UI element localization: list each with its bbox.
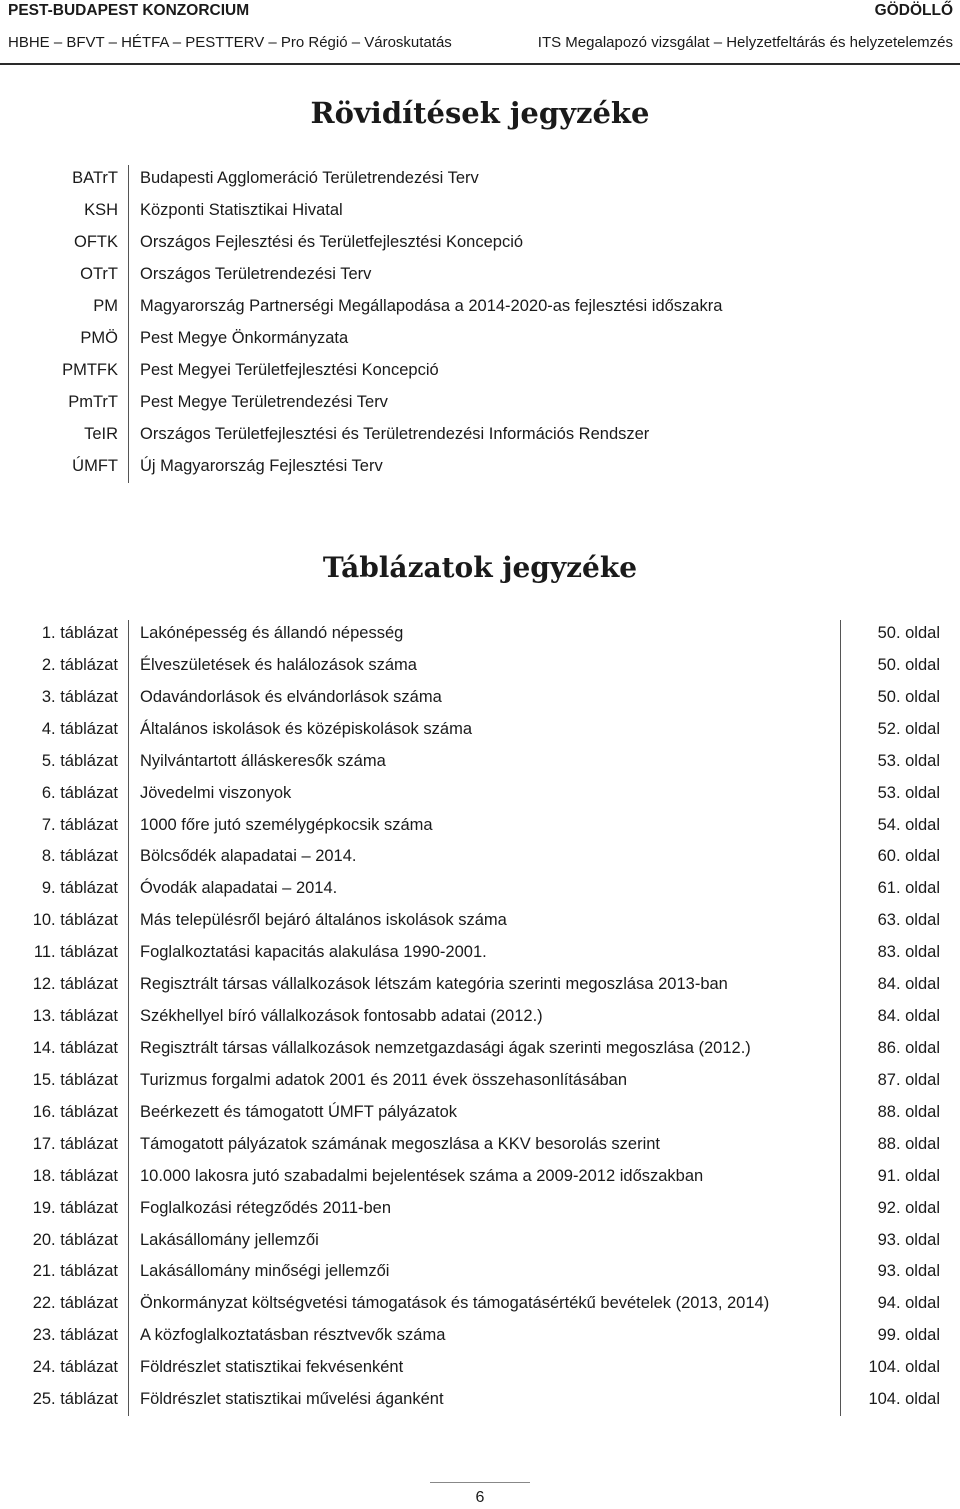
table-entry[interactable] [0,777,960,809]
table-number: 22. táblázat [32,1294,118,1313]
table-page: 93. oldal [877,1262,940,1281]
table-entry[interactable] [0,745,960,777]
abbreviations-list [0,162,960,482]
table-title: 1000 főre jutó személygépkocsik száma [140,815,433,834]
table-page: 104. oldal [868,1390,940,1409]
table-page: 63. oldal [877,911,940,930]
table-entry[interactable] [0,1383,960,1415]
table-number: 10. táblázat [32,911,118,930]
page-header [0,0,960,66]
table-entry[interactable] [0,681,960,713]
table-page: 88. oldal [877,1134,940,1153]
table-title: Általános iskolások és középiskolások száma [140,719,472,738]
table-title: Bölcsődék alapadatai – 2014. [140,847,357,866]
table-entry[interactable] [0,1224,960,1256]
abbreviation-key: PmTrT [68,393,118,411]
abbreviation-value: Országos Területfejlesztési és Területrendezési Információs Rendszer [140,425,650,443]
abbreviation-row [0,322,960,354]
table-page: 50. oldal [877,624,940,642]
header-subject: ITS Megalapozó vizsgálat – Helyzetfeltárás és helyzetelemzés [537,34,953,51]
table-page: 83. oldal [877,943,940,962]
table-title: Nyilvántartott álláskeresők száma [140,751,386,770]
abbreviation-value: Központi Statisztikai Hivatal [140,201,343,219]
table-number: 13. táblázat [32,1007,118,1026]
abbreviation-row [0,386,960,418]
abbreviation-value: Országos Fejlesztési és Területfejlesztési Koncepció [140,233,524,251]
table-entry[interactable] [0,904,960,936]
table-title: Foglalkozási rétegződés 2011-ben [140,1198,392,1217]
abbreviation-row [0,194,960,226]
table-title: Lakónépesség és állandó népesség [140,624,404,642]
table-page: 88. oldal [877,1102,940,1121]
abbreviation-value: Pest Megye Területrendezési Terv [140,393,388,411]
abbreviation-value: Országos Területrendezési Terv [140,265,372,283]
table-number: 11. táblázat [33,943,118,962]
tables-title: Táblázatok jegyzéke [322,551,638,584]
table-number: 5. táblázat [41,751,118,770]
page-number: 6 [475,1489,485,1506]
table-number: 15. táblázat [32,1070,118,1089]
table-page: 92. oldal [877,1198,940,1217]
table-title: Földrészlet statisztikai fekvésenként [140,1358,404,1377]
table-title: Székhellyel bíró vállalkozások fontosabb adatai (2012.) [140,1007,543,1026]
table-title: Regisztrált társas vállalkozások nemzetgazdasági ágak szerinti megoszlása (2012.) [140,1038,751,1057]
table-page: 84. oldal [877,975,940,994]
table-number: 4. táblázat [41,719,118,738]
abbreviation-key: OFTK [74,233,118,251]
abbreviation-key: PMTFK [62,361,118,379]
table-page: 52. oldal [877,719,940,738]
table-entry[interactable] [0,1287,960,1319]
table-number: 20. táblázat [32,1230,118,1249]
abbreviation-value: Magyarország Partnerségi Megállapodása a 2014-2020-as fejlesztési időszakra [140,297,723,315]
table-title: A közfoglalkoztatásban résztvevők száma [140,1326,446,1345]
table-number: 19. táblázat [32,1198,118,1217]
table-title: Odavándorlások és elvándorlások száma [140,687,442,706]
table-entry[interactable] [0,1255,960,1287]
table-entry[interactable] [0,968,960,1000]
abbreviation-row [0,226,960,258]
tables-list [0,617,960,1415]
table-title: Lakásállomány jellemzői [140,1230,319,1249]
table-title: Óvodák alapadatai – 2014. [140,879,338,898]
table-number: 6. táblázat [41,783,118,802]
table-number: 9. táblázat [41,879,118,898]
abbreviation-key: OTrT [80,265,118,283]
table-page: 84. oldal [877,1007,940,1026]
abbreviation-value: Új Magyarország Fejlesztési Terv [140,457,383,475]
table-page: 50. oldal [877,655,940,674]
table-entry[interactable] [0,713,960,745]
table-entry[interactable] [0,1319,960,1351]
abbreviation-key: TeIR [84,425,118,443]
abbreviation-value: Pest Megyei Területfejlesztési Koncepció [140,361,439,379]
table-page: 86. oldal [877,1038,940,1057]
table-number: 12. táblázat [32,975,118,994]
table-page: 54. oldal [877,815,940,834]
table-title: Támogatott pályázatok számának megoszlása a KKV besorolás szerint [140,1134,661,1153]
abbreviation-value: Budapesti Agglomeráció Területrendezési Terv [140,169,479,187]
table-page: 93. oldal [877,1230,940,1249]
table-page: 91. oldal [877,1166,940,1185]
table-entry[interactable] [0,1192,960,1224]
table-number: 1. táblázat [41,624,118,642]
abbreviation-key: PMÖ [80,329,118,347]
table-title: Lakásállomány minőségi jellemzői [140,1262,390,1281]
table-title: Turizmus forgalmi adatok 2001 és 2011 évek összehasonlításában [140,1070,628,1089]
table-page: 104. oldal [868,1358,940,1377]
table-number: 8. táblázat [41,847,118,866]
table-entry[interactable] [0,872,960,904]
table-entry[interactable] [0,1064,960,1096]
header-divider [0,63,960,65]
table-page: 99. oldal [877,1326,940,1345]
table-number: 23. táblázat [32,1326,118,1345]
abbreviation-row [0,290,960,322]
table-number: 21. táblázat [32,1262,118,1281]
table-entry[interactable] [0,840,960,872]
header-city: GÖDÖLLŐ [874,2,953,19]
abbreviation-key: ÚMFT [72,457,118,475]
abbreviation-value: Pest Megye Önkormányzata [140,329,349,347]
abbreviation-row [0,450,960,482]
abbreviations-title: Rövidítések jegyzéke [310,96,650,130]
table-entry[interactable] [0,1000,960,1032]
table-title: Regisztrált társas vállalkozások létszám kategória szerinti megoszlása 2013-ban [140,975,728,994]
table-title: Jövedelmi viszonyok [140,783,292,802]
table-title: Földrészlet statisztikai művelési áganként [140,1390,444,1409]
table-title: Önkormányzat költségvetési támogatások és támogatásértékű bevételek (2013, 2014) [140,1294,770,1313]
table-page: 53. oldal [877,783,940,802]
table-number: 2. táblázat [41,655,118,674]
abbreviation-key: BATrT [72,169,118,187]
table-title: 10.000 lakosra jutó szabadalmi bejelentések száma a 2009-2012 időszakban [140,1166,704,1185]
abbreviation-key: PM [93,297,118,315]
abbreviation-row [0,258,960,290]
table-title: Beérkezett és támogatott ÚMFT pályázatok [140,1102,458,1121]
table-title: Más településről bejáró általános iskolások száma [140,911,507,930]
table-page: 87. oldal [877,1070,940,1089]
table-number: 25. táblázat [32,1390,118,1409]
table-entry[interactable] [0,1351,960,1383]
table-title: Élveszületések és halálozások száma [140,655,417,674]
table-number: 7. táblázat [41,815,118,834]
table-entry[interactable] [0,1128,960,1160]
table-page: 94. oldal [877,1294,940,1313]
header-org: PEST-BUDAPEST KONZORCIUM [8,2,250,19]
abbreviation-key: KSH [84,201,118,219]
table-number: 14. táblázat [32,1038,118,1057]
abbreviation-row [0,418,960,450]
table-number: 16. táblázat [32,1102,118,1121]
table-entry[interactable] [0,617,960,649]
table-entry[interactable] [0,809,960,841]
table-number: 17. táblázat [32,1134,118,1153]
abbreviation-row [0,354,960,386]
table-page: 61. oldal [877,879,940,898]
table-entry[interactable] [0,1096,960,1128]
table-number: 3. táblázat [41,687,118,706]
header-partners: HBHE – BFVT – HÉTFA – PESTTERV – Pro Régió – Városkutatás [8,34,452,51]
table-entry[interactable] [0,936,960,968]
table-entry[interactable] [0,649,960,681]
table-page: 50. oldal [877,687,940,706]
table-number: 24. táblázat [32,1358,118,1377]
table-title: Foglalkoztatási kapacitás alakulása 1990-2001. [140,943,487,962]
table-page: 60. oldal [877,847,940,866]
abbreviation-row [0,162,960,194]
footer-divider [430,1482,530,1483]
table-entry[interactable] [0,1032,960,1064]
table-entry[interactable] [0,1160,960,1192]
table-page: 53. oldal [877,751,940,770]
table-number: 18. táblázat [32,1166,118,1185]
